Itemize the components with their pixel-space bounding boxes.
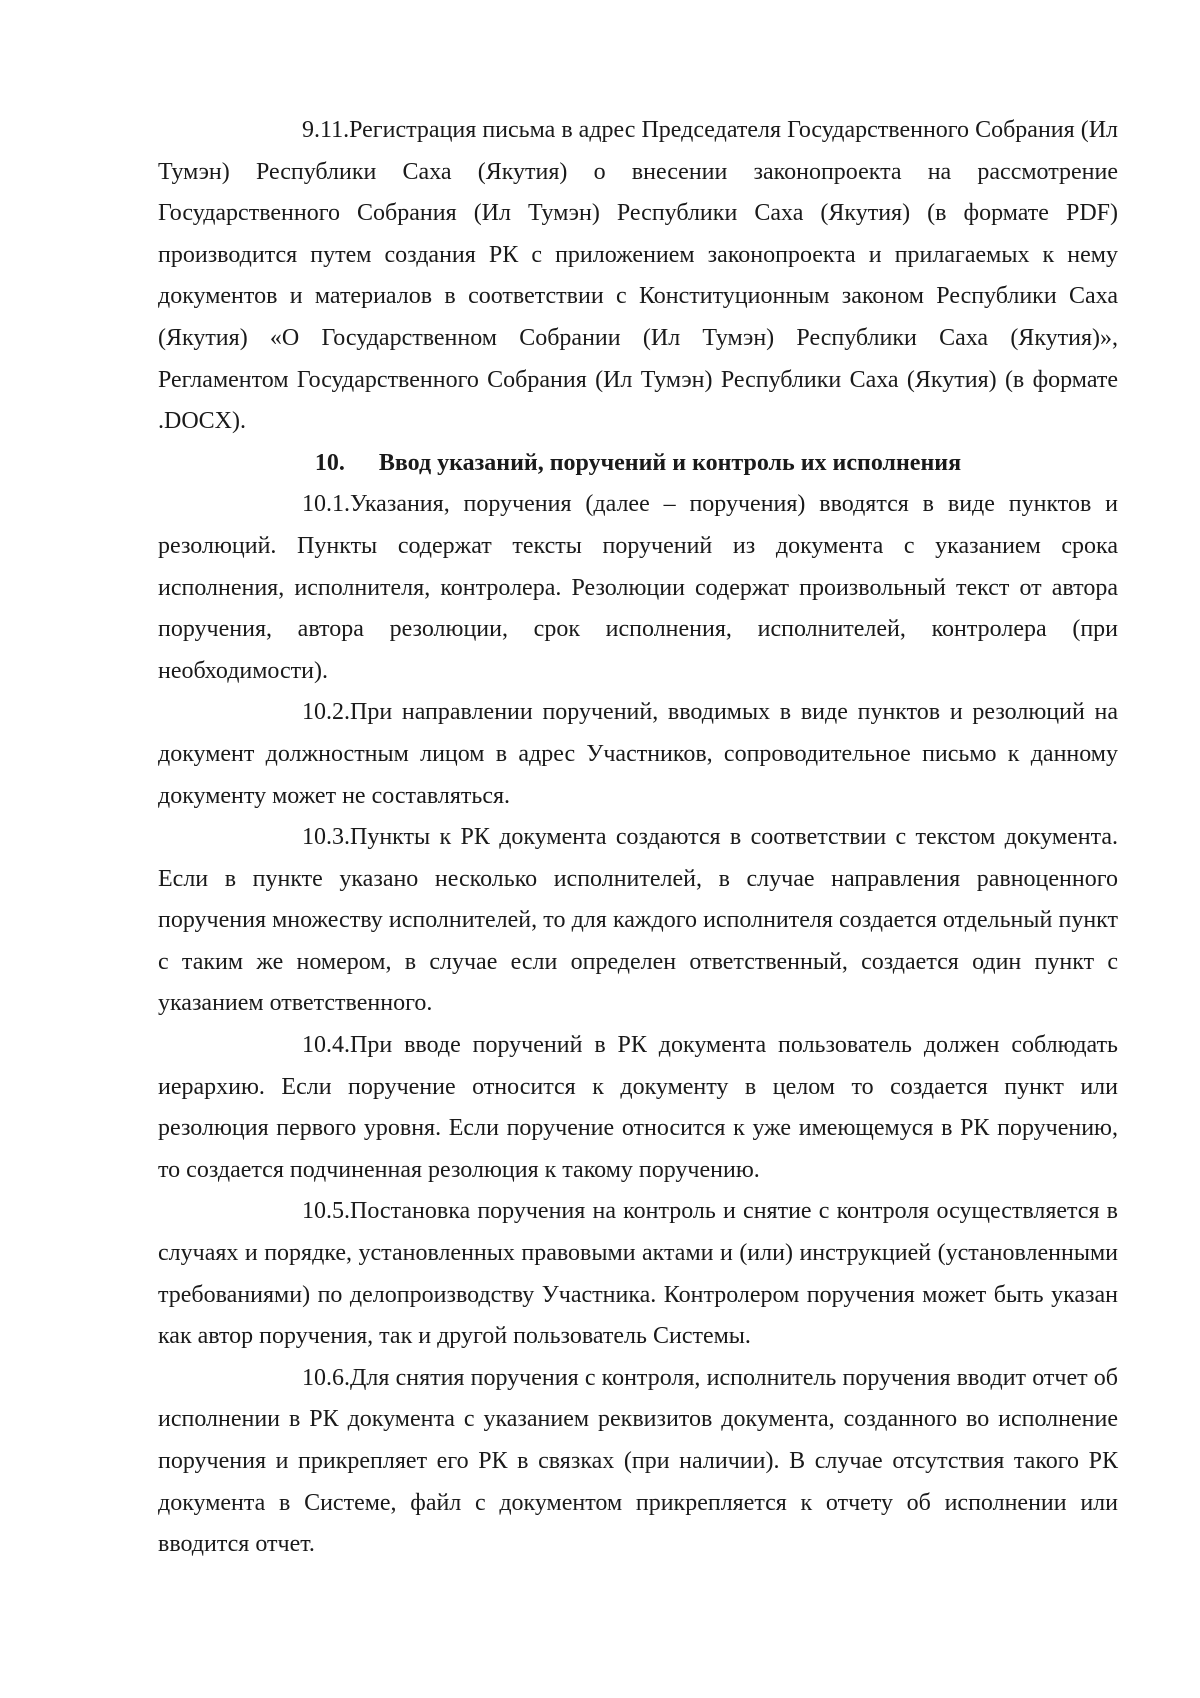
paragraph-number: 10.5. — [302, 1198, 350, 1225]
paragraph-10-4 — [158, 1025, 1118, 1191]
paragraph-text: Регистрация письма в адрес Председателя Государственного Собрания (Ил Тумэн) Республики Саха (Якутия) о внесении законопроекта на рассмотрение Государственного Собрания (Ил Тумэн) Республики Саха (Якутия) (в формате PDF) производится путем создания РК с приложением законопроекта и прилагаемых к нему документов и материалов в соответствии с Конституционным законом Республики Саха (Якутия) «О Государственном Собрании (Ил Тумэн) Республики Саха (Якутия)», Регламентом Государственного Собрания (Ил Тумэн) Республики Саха (Якутия) (в формате .DOCX). — [158, 117, 1118, 435]
paragraph-text: Пункты к РК документа создаются в соответствии с текстом документа. Если в пункте указано несколько исполнителей, в случае направления равноценного поручения множеству исполнителей, то для каждого исполнителя создается отдельный пункт с таким же номером, в случае если определен ответственный, создается один пункт с указанием ответственного. — [158, 824, 1118, 1017]
paragraph-number: 10.1. — [302, 491, 350, 518]
paragraph-10-6 — [158, 1358, 1118, 1566]
paragraph-text: Постановка поручения на контроль и снятие с контроля осуществляется в случаях и порядке, установленных правовыми актами и (или) инструкцией (установленными требованиями) по делопроизводству Участника. Контролером поручения может быть указан как автор поручения, так и другой пользователь Системы. — [158, 1198, 1118, 1350]
paragraph-text: Для снятия поручения с контроля, исполнитель поручения вводит отчет об исполнении в РК документа с указанием реквизитов документа, созданного во исполнение поручения и прикрепляет его РК в связках (при наличии). В случае отсутствия такого РК документа в Системе, файл с документом прикрепляется к отчету об исполнении или вводится отчет. — [158, 1364, 1118, 1558]
paragraph-10-1 — [158, 484, 1118, 692]
paragraph-number: 9.11. — [302, 117, 350, 143]
paragraph-number: 10.4. — [302, 1032, 350, 1059]
paragraph-text: При вводе поручений в РК документа пользователь должен соблюдать иерархию. Если поручение относится к документу в целом то создается пункт или резолюция первого уровня. Если поручение относится к уже имеющемуся в РК поручению, то создается подчиненная резолюция к такому поручению. — [158, 1032, 1118, 1183]
document-page — [158, 110, 1118, 1566]
section-number: 10. — [314, 449, 345, 476]
paragraph-10-5 — [158, 1191, 1118, 1357]
paragraph-text: При направлении поручений, вводимых в виде пунктов и резолюций на документ должностным лицом в адрес Участников, сопроводительное письмо к данному документу может не составляться. — [158, 699, 1118, 809]
paragraph-number: 10.2. — [302, 699, 350, 726]
paragraph-10-3 — [158, 817, 1118, 1025]
paragraph-10-2 — [158, 692, 1118, 817]
paragraph-number: 10.6. — [302, 1364, 350, 1391]
section-heading-10 — [158, 443, 1118, 485]
paragraph-text: Указания, поручения (далее – поручения) вводятся в виде пунктов и резолюций. Пункты содержат тексты поручений из документа с указанием срока исполнения, исполнителя, контролера. Резолюции содержат произвольный текст от автора поручения, автора резолюции, срок исполнения, исполнителей, контролера (при необходимости). — [158, 491, 1118, 684]
section-title: Ввод указаний, поручений и контроль их исполнения — [378, 449, 962, 476]
paragraph-9-11 — [158, 110, 1118, 443]
paragraph-number: 10.3. — [302, 824, 350, 851]
